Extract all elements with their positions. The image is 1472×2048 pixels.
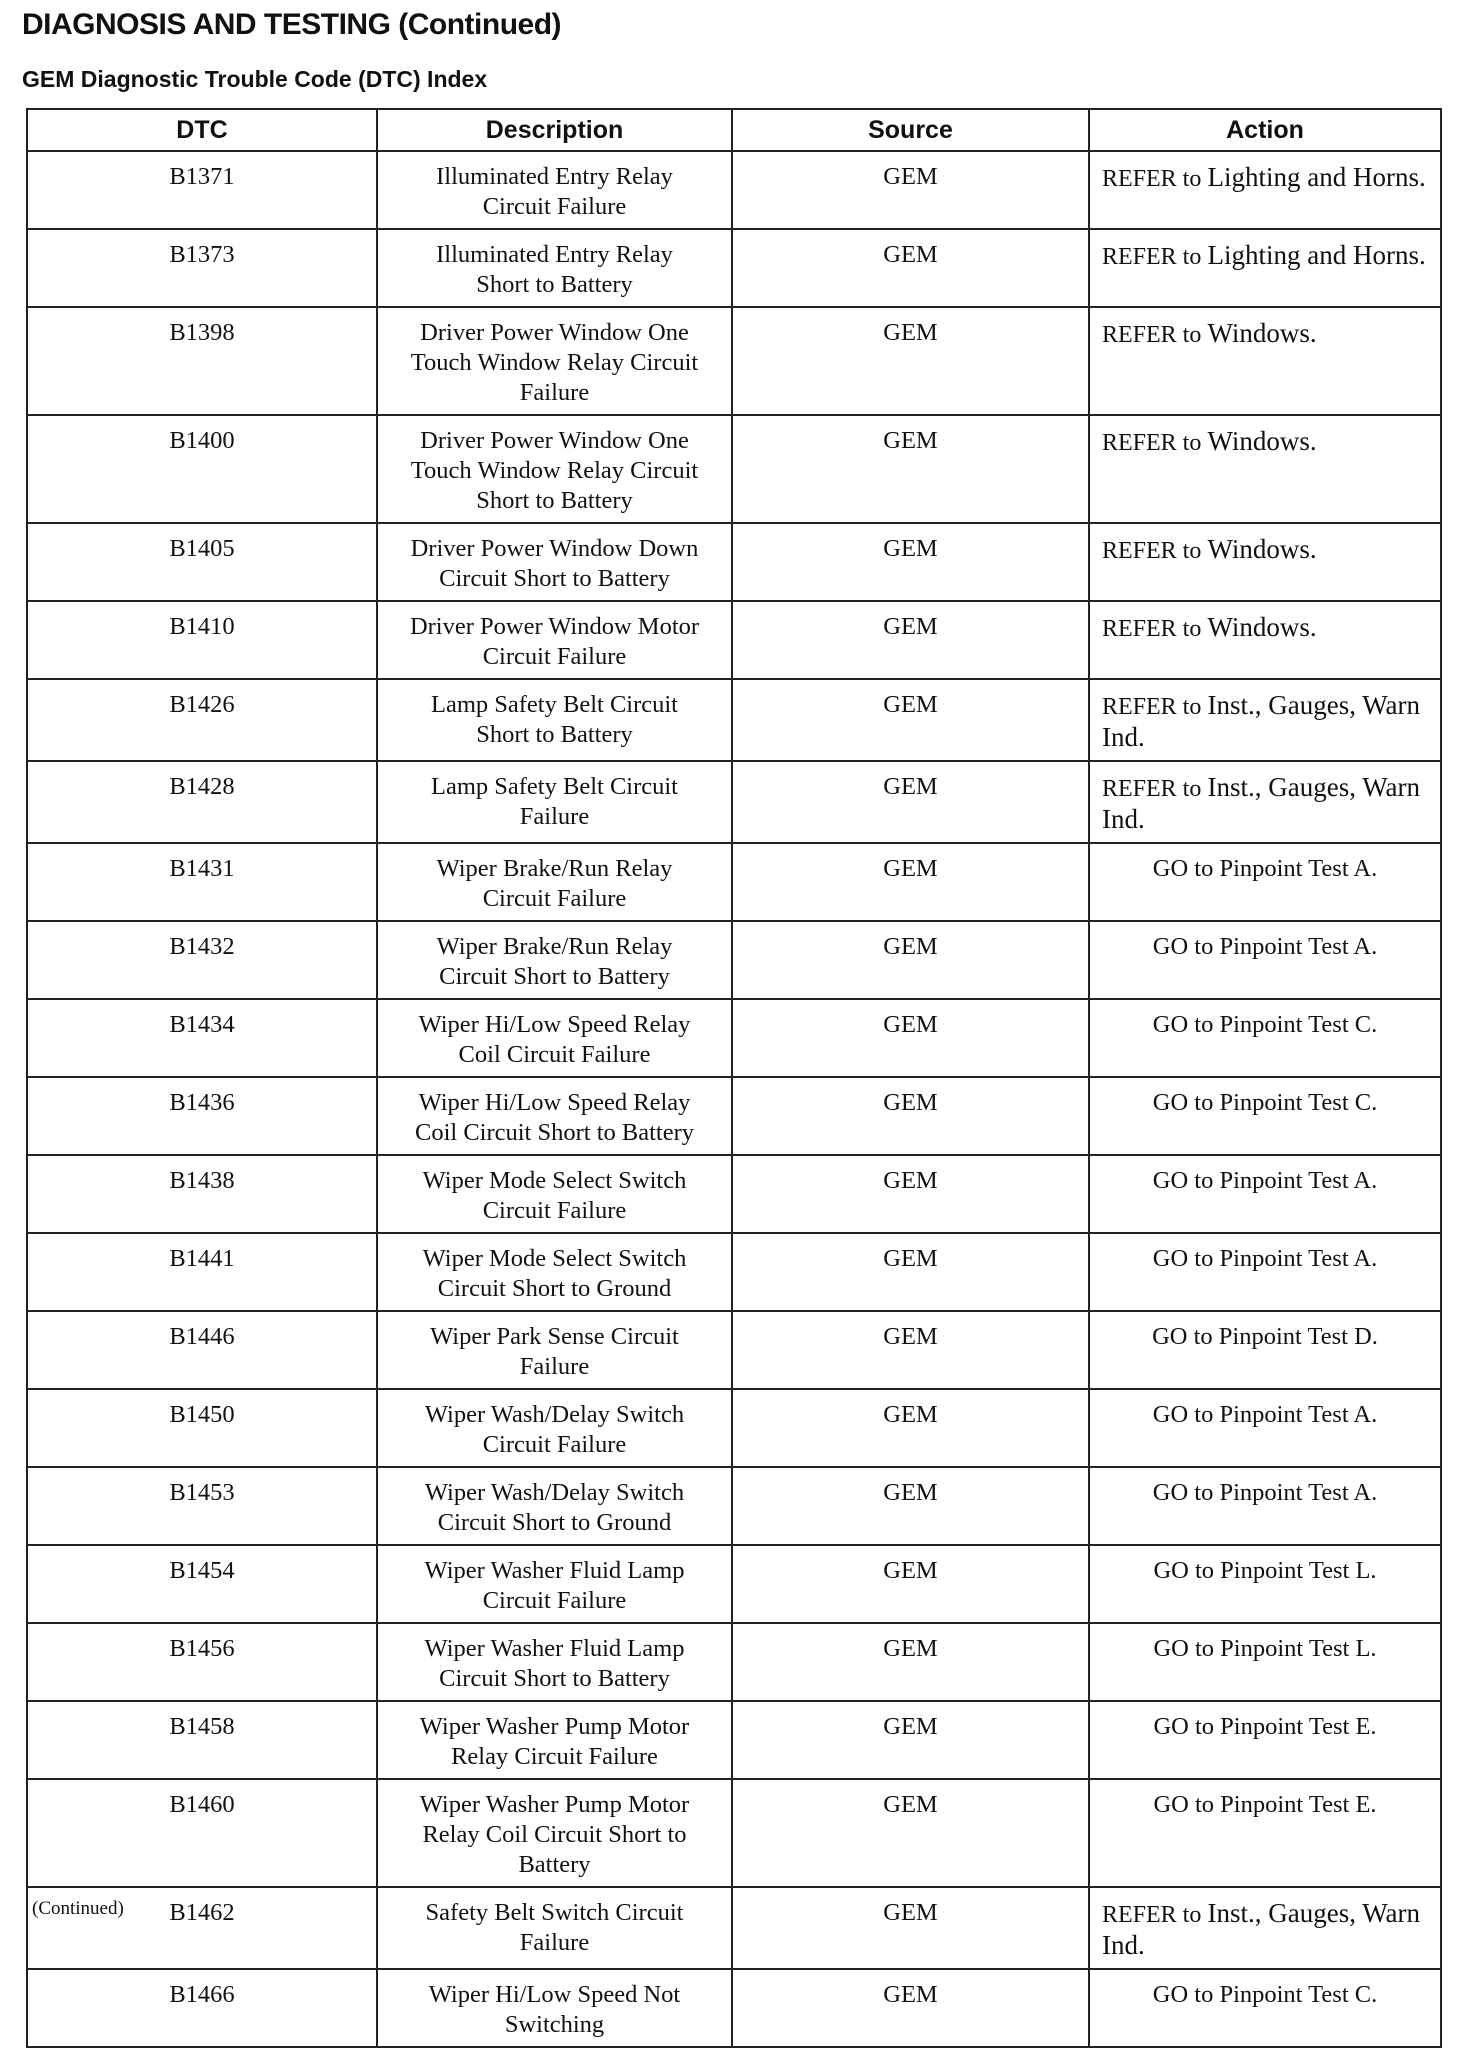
action-verb: REFER to	[1102, 776, 1202, 802]
description-line: Touch Window Relay Circuit	[410, 457, 699, 484]
dtc-code: B1432	[27, 921, 377, 999]
table-body	[27, 151, 1441, 2047]
description-line: Circuit Short to Battery	[439, 963, 670, 990]
dtc-action: GO to Pinpoint Test D.	[1089, 1311, 1441, 1389]
table-row	[27, 761, 1441, 843]
table-header-row	[27, 109, 1441, 151]
action-verb: REFER to	[1102, 538, 1202, 564]
dtc-action	[1089, 523, 1441, 601]
description-line: Circuit Short to Battery	[439, 1665, 670, 1692]
dtc-code: B1462	[27, 1887, 377, 1969]
description-line: Illuminated Entry Relay	[436, 241, 673, 268]
dtc-code: B1460	[27, 1779, 377, 1887]
dtc-action: GO to Pinpoint Test L.	[1089, 1545, 1441, 1623]
description-line: Circuit Failure	[482, 1587, 627, 1614]
dtc-description	[377, 1545, 732, 1623]
dtc-source: GEM	[732, 843, 1089, 921]
description-line: Illuminated Entry Relay	[436, 163, 673, 190]
dtc-source: GEM	[732, 1887, 1089, 1969]
description-line: Touch Window Relay Circuit	[410, 349, 699, 376]
description-line: Short to Battery	[476, 271, 633, 298]
description-line: Wiper Hi/Low Speed Not	[428, 1981, 681, 2008]
description-line: Short to Battery	[476, 721, 633, 748]
dtc-action: GO to Pinpoint Test A.	[1089, 1467, 1441, 1545]
dtc-source: GEM	[732, 999, 1089, 1077]
action-verb: REFER to	[1102, 430, 1202, 456]
table-row	[27, 1311, 1441, 1389]
description-line: Relay Circuit Failure	[451, 1743, 658, 1770]
dtc-description	[377, 1701, 732, 1779]
column-header-source: Source	[732, 109, 1089, 151]
action-target: Windows.	[1207, 426, 1317, 456]
dtc-source: GEM	[732, 1155, 1089, 1233]
dtc-action: GO to Pinpoint Test A.	[1089, 1233, 1441, 1311]
description-line: Wiper Washer Pump Motor	[419, 1791, 690, 1818]
dtc-code: B1454	[27, 1545, 377, 1623]
dtc-action	[1089, 229, 1441, 307]
column-header-dtc: DTC	[27, 109, 377, 151]
dtc-action: GO to Pinpoint Test E.	[1089, 1779, 1441, 1887]
dtc-description	[377, 1389, 732, 1467]
dtc-source: GEM	[732, 1311, 1089, 1389]
table-row	[27, 151, 1441, 229]
dtc-action: GO to Pinpoint Test C.	[1089, 999, 1441, 1077]
continued-note: (Continued)	[32, 1898, 124, 1919]
dtc-source: GEM	[732, 1467, 1089, 1545]
description-line: Coil Circuit Failure	[458, 1041, 651, 1068]
description-line: Circuit Short to Battery	[439, 565, 670, 592]
column-header-action: Action	[1089, 109, 1441, 151]
dtc-source: GEM	[732, 921, 1089, 999]
description-line: Switching	[504, 2011, 605, 2038]
dtc-source: GEM	[732, 761, 1089, 843]
action-verb: REFER to	[1102, 1902, 1202, 1928]
dtc-code: B1426	[27, 679, 377, 761]
action-verb: REFER to	[1102, 694, 1202, 720]
table-row	[27, 679, 1441, 761]
dtc-code: B1438	[27, 1155, 377, 1233]
description-line: Driver Power Window Motor	[409, 613, 700, 640]
table-row	[27, 1779, 1441, 1887]
dtc-action	[1089, 415, 1441, 523]
dtc-source: GEM	[732, 1233, 1089, 1311]
dtc-code: B1431	[27, 843, 377, 921]
dtc-source: GEM	[732, 1389, 1089, 1467]
dtc-description	[377, 1077, 732, 1155]
table-row	[27, 1701, 1441, 1779]
table-row	[27, 1623, 1441, 1701]
dtc-code: B1428	[27, 761, 377, 843]
description-line: Failure	[519, 379, 590, 406]
table-row	[27, 601, 1441, 679]
description-line: Driver Power Window Down	[410, 535, 699, 562]
table-row	[27, 1155, 1441, 1233]
table-row	[27, 1545, 1441, 1623]
dtc-source: GEM	[732, 1779, 1089, 1887]
description-line: Driver Power Window One	[420, 427, 689, 454]
dtc-code: B1441	[27, 1233, 377, 1311]
column-header-description: Description	[377, 109, 732, 151]
table-row	[27, 1887, 1441, 1969]
dtc-description	[377, 523, 732, 601]
dtc-action	[1089, 151, 1441, 229]
dtc-description	[377, 307, 732, 415]
description-line: Battery	[518, 1851, 591, 1878]
dtc-action: GO to Pinpoint Test L.	[1089, 1623, 1441, 1701]
dtc-index-table	[26, 108, 1442, 2048]
dtc-action: GO to Pinpoint Test A.	[1089, 921, 1441, 999]
description-line: Lamp Safety Belt Circuit	[431, 691, 678, 718]
description-line: Wiper Brake/Run Relay	[436, 855, 673, 882]
dtc-action	[1089, 307, 1441, 415]
dtc-code: B1446	[27, 1311, 377, 1389]
dtc-source: GEM	[732, 601, 1089, 679]
dtc-source: GEM	[732, 229, 1089, 307]
dtc-code: B1371	[27, 151, 377, 229]
dtc-description	[377, 1623, 732, 1701]
dtc-action: GO to Pinpoint Test C.	[1089, 1077, 1441, 1155]
action-target: Windows.	[1207, 612, 1317, 642]
dtc-action: GO to Pinpoint Test E.	[1089, 1701, 1441, 1779]
dtc-action: GO to Pinpoint Test A.	[1089, 843, 1441, 921]
description-line: Circuit Short to Ground	[437, 1275, 672, 1302]
action-target: Windows.	[1207, 318, 1317, 348]
dtc-code: B1410	[27, 601, 377, 679]
description-line: Circuit Failure	[482, 1197, 627, 1224]
dtc-source: GEM	[732, 307, 1089, 415]
action-target: Inst., Gauges, Warn Ind.	[1102, 1898, 1421, 1960]
dtc-source: GEM	[732, 1077, 1089, 1155]
dtc-source: GEM	[732, 415, 1089, 523]
dtc-action: GO to Pinpoint Test C.	[1089, 1969, 1441, 2047]
dtc-description	[377, 1779, 732, 1887]
dtc-description	[377, 1155, 732, 1233]
dtc-description	[377, 1467, 732, 1545]
dtc-code: B1400	[27, 415, 377, 523]
description-line: Short to Battery	[476, 487, 633, 514]
dtc-action	[1089, 1887, 1441, 1969]
dtc-action	[1089, 679, 1441, 761]
table-row	[27, 1389, 1441, 1467]
dtc-description	[377, 415, 732, 523]
action-verb: REFER to	[1102, 616, 1202, 642]
description-line: Safety Belt Switch Circuit	[425, 1899, 684, 1926]
table-row	[27, 843, 1441, 921]
dtc-code: B1453	[27, 1467, 377, 1545]
description-line: Circuit Failure	[482, 643, 627, 670]
dtc-description	[377, 761, 732, 843]
description-line: Circuit Short to Ground	[437, 1509, 672, 1536]
page-title: DIAGNOSIS AND TESTING (Continued)	[22, 8, 562, 41]
action-target: Inst., Gauges, Warn Ind.	[1102, 772, 1421, 834]
action-target: Lighting and Horns.	[1207, 162, 1426, 192]
action-target: Inst., Gauges, Warn Ind.	[1102, 690, 1421, 752]
dtc-source: GEM	[732, 151, 1089, 229]
dtc-description	[377, 679, 732, 761]
dtc-source: GEM	[732, 523, 1089, 601]
description-line: Wiper Washer Pump Motor	[419, 1713, 690, 1740]
description-line: Circuit Failure	[482, 885, 627, 912]
table-row	[27, 1969, 1441, 2047]
dtc-code: B1436	[27, 1077, 377, 1155]
description-line: Wiper Washer Fluid Lamp	[424, 1557, 685, 1584]
description-line: Wiper Washer Fluid Lamp	[424, 1635, 685, 1662]
dtc-source: GEM	[732, 1969, 1089, 2047]
dtc-description	[377, 921, 732, 999]
table-row	[27, 1233, 1441, 1311]
dtc-description	[377, 601, 732, 679]
dtc-source: GEM	[732, 679, 1089, 761]
description-line: Failure	[519, 1929, 590, 1956]
description-line: Lamp Safety Belt Circuit	[431, 773, 678, 800]
table-row	[27, 229, 1441, 307]
table-title: GEM Diagnostic Trouble Code (DTC) Index	[22, 66, 488, 92]
action-target: Windows.	[1207, 534, 1317, 564]
dtc-code: B1458	[27, 1701, 377, 1779]
description-line: Coil Circuit Short to Battery	[414, 1119, 694, 1146]
table-row	[27, 415, 1441, 523]
dtc-code: B1373	[27, 229, 377, 307]
description-line: Driver Power Window One	[420, 319, 689, 346]
dtc-code: B1456	[27, 1623, 377, 1701]
description-line: Wiper Park Sense Circuit	[430, 1323, 679, 1350]
description-line: Failure	[519, 1353, 590, 1380]
dtc-source: GEM	[732, 1545, 1089, 1623]
dtc-code: B1398	[27, 307, 377, 415]
description-line: Wiper Mode Select Switch	[422, 1167, 687, 1194]
table-row	[27, 921, 1441, 999]
description-line: Circuit Failure	[482, 193, 627, 220]
description-line: Relay Coil Circuit Short to	[422, 1821, 687, 1848]
table-row	[27, 999, 1441, 1077]
description-line: Wiper Hi/Low Speed Relay	[418, 1011, 691, 1038]
description-line: Failure	[519, 803, 590, 830]
table-row	[27, 1077, 1441, 1155]
dtc-action: GO to Pinpoint Test A.	[1089, 1389, 1441, 1467]
dtc-action: GO to Pinpoint Test A.	[1089, 1155, 1441, 1233]
dtc-description	[377, 843, 732, 921]
description-line: Wiper Brake/Run Relay	[436, 933, 673, 960]
action-verb: REFER to	[1102, 322, 1202, 348]
dtc-description	[377, 1233, 732, 1311]
dtc-code: B1466	[27, 1969, 377, 2047]
dtc-source: GEM	[732, 1623, 1089, 1701]
action-verb: REFER to	[1102, 166, 1202, 192]
description-line: Wiper Wash/Delay Switch	[424, 1401, 685, 1428]
dtc-action	[1089, 601, 1441, 679]
table-row	[27, 1467, 1441, 1545]
description-line: Wiper Wash/Delay Switch	[424, 1479, 685, 1506]
dtc-code: B1405	[27, 523, 377, 601]
dtc-description	[377, 229, 732, 307]
dtc-source: GEM	[732, 1701, 1089, 1779]
dtc-code: B1434	[27, 999, 377, 1077]
dtc-description	[377, 1887, 732, 1969]
table-row	[27, 307, 1441, 415]
dtc-code: B1450	[27, 1389, 377, 1467]
dtc-description	[377, 1969, 732, 2047]
table-row	[27, 523, 1441, 601]
action-target: Lighting and Horns.	[1207, 240, 1426, 270]
dtc-description	[377, 1311, 732, 1389]
description-line: Wiper Hi/Low Speed Relay	[418, 1089, 691, 1116]
action-verb: REFER to	[1102, 244, 1202, 270]
dtc-description	[377, 151, 732, 229]
description-line: Wiper Mode Select Switch	[422, 1245, 687, 1272]
description-line: Circuit Failure	[482, 1431, 627, 1458]
dtc-action	[1089, 761, 1441, 843]
dtc-description	[377, 999, 732, 1077]
